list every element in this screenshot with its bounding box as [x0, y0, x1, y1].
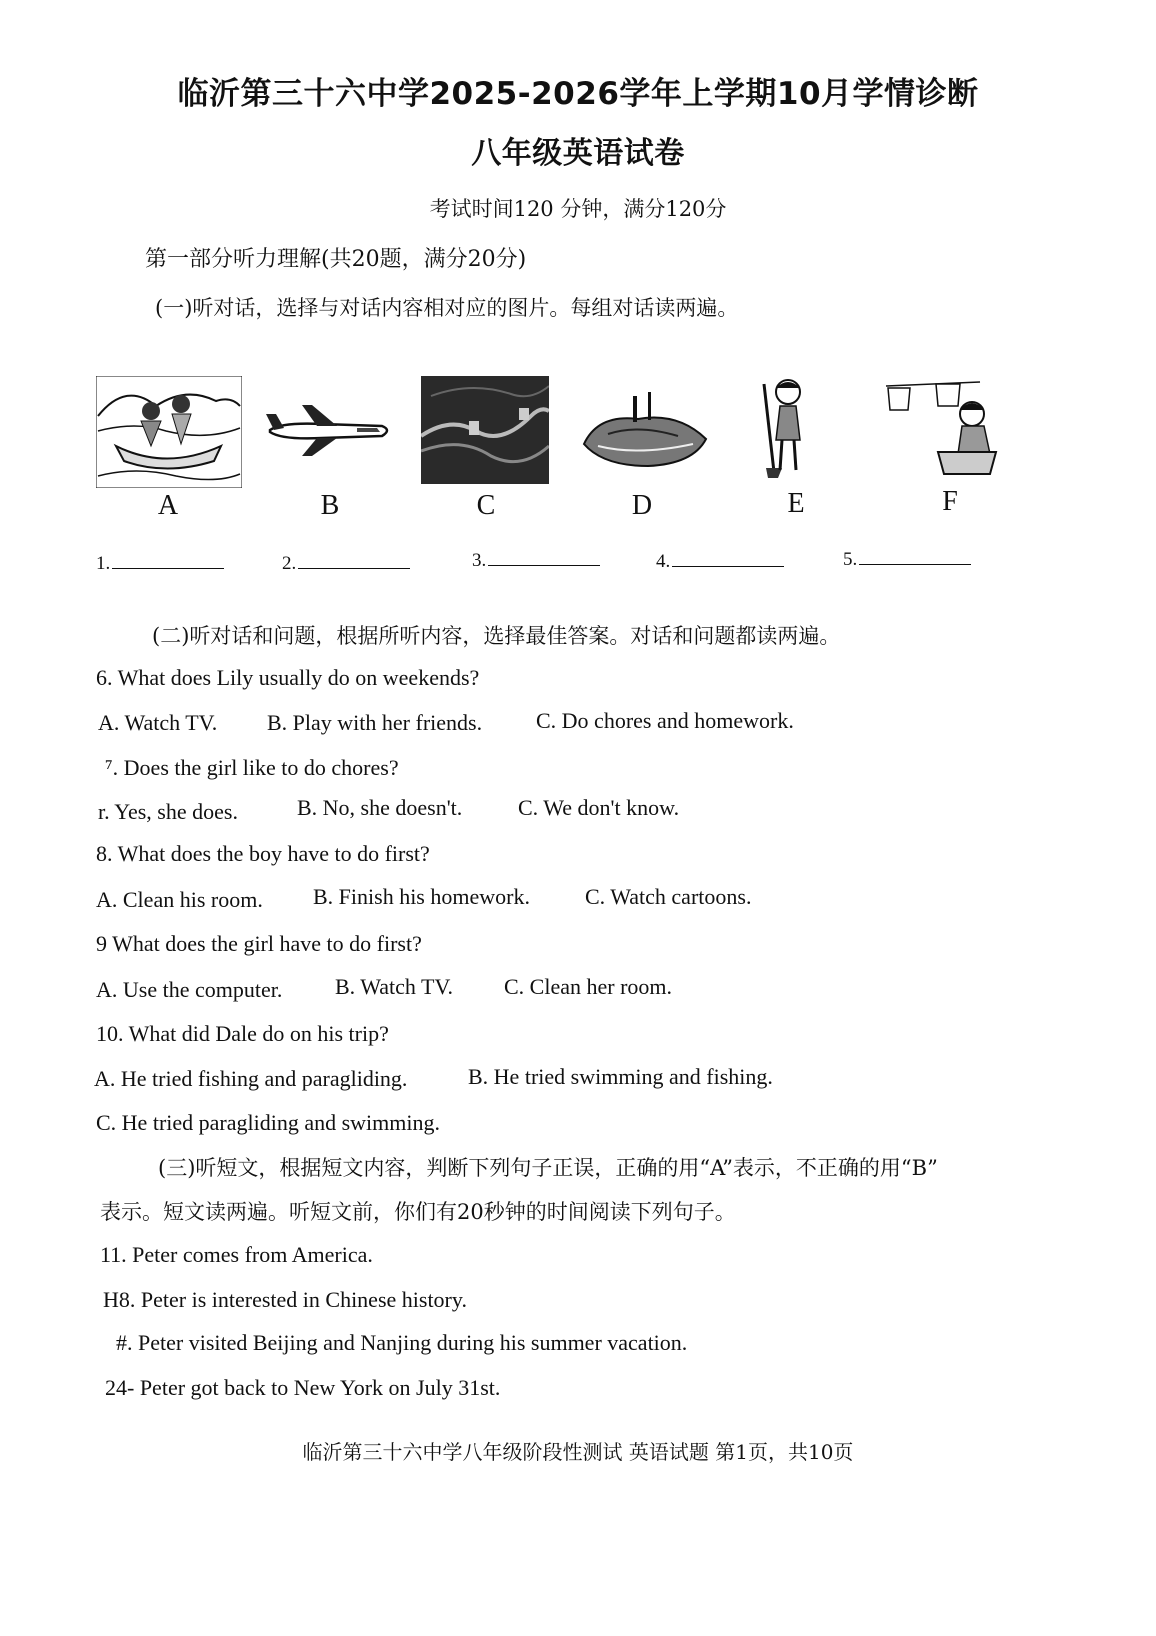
question-8: 8. What does the boy have to do first?: [96, 841, 430, 866]
statement-11: 11. Peter comes from America.: [100, 1242, 373, 1267]
statement-13: #. Peter visited Beijing and Nanjing during his summer vacation.: [116, 1330, 688, 1355]
question-6: 6. What does Lily usually do on weekends?: [96, 665, 480, 690]
answer-blank-1[interactable]: 1.: [96, 548, 224, 575]
q10-option-a[interactable]: A. He tried fishing and paragliding.: [94, 1066, 408, 1091]
section3-instruction-line2: 表示。短文读两遍。听短文前，你们有20秒钟的时间阅读下列句子。: [100, 1200, 736, 1224]
q8-option-a[interactable]: A. Clean his room.: [96, 887, 263, 912]
picture-label-d: D: [631, 490, 653, 521]
q8-option-b[interactable]: B. Finish his homework.: [313, 884, 530, 909]
picture-label-b: B: [320, 490, 340, 521]
q9-option-b[interactable]: B. Watch TV.: [335, 974, 454, 999]
sweeping-girl-icon: [752, 376, 818, 480]
answer-blank-2[interactable]: 2.: [282, 548, 410, 575]
q6-option-a[interactable]: A. Watch TV.: [98, 710, 218, 735]
question-7: ⁷. Does the girl like to do chores?: [105, 755, 399, 780]
picture-label-c: C: [476, 490, 496, 521]
part1-heading: 第一部分听力理解(共20题，满分20分): [145, 247, 527, 272]
section2-instruction: (二)听对话和问题，根据所听内容，选择最佳答案。对话和问题都读两遍。: [152, 624, 841, 648]
q6-option-b[interactable]: B. Play with her friends.: [267, 710, 483, 735]
q7-option-c[interactable]: C. We don't know.: [518, 795, 680, 820]
q7-option-a[interactable]: r. Yes, she does.: [98, 799, 238, 824]
boating-icon: [96, 376, 242, 488]
q8-option-c[interactable]: C. Watch cartoons.: [585, 884, 752, 909]
answer-blank-3[interactable]: 3.: [472, 545, 600, 572]
picture-label-e: E: [787, 488, 805, 519]
exam-info: 考试时间120 分钟，满分120分: [429, 197, 727, 221]
exam-subtitle: 八年级英语试卷: [471, 136, 685, 171]
q6-option-c[interactable]: C. Do chores and homework.: [536, 708, 794, 733]
washing-clothes-icon: [880, 376, 1010, 480]
picture-label-f: F: [942, 486, 958, 517]
answer-blank-5[interactable]: 5.: [843, 544, 971, 571]
statement-14: 24- Peter got back to New York on July 31st.: [105, 1375, 501, 1400]
airplane-icon: [262, 400, 394, 460]
great-wall-icon: [421, 376, 549, 484]
page-footer: 临沂第三十六中学八年级阶段性测试 英语试题 第1页，共10页: [302, 1440, 854, 1464]
q10-option-b[interactable]: B. He tried swimming and fishing.: [468, 1064, 773, 1089]
section3-instruction-line1: (三)听短文，根据短文内容，判断下列句子正误，正确的用“A”表示，不正确的用“B”: [158, 1156, 938, 1180]
island-icon: [578, 384, 712, 480]
q7-option-b[interactable]: B. No, she doesn't.: [297, 795, 463, 820]
picture-label-a: A: [157, 490, 179, 521]
exam-title: 临沂第三十六中学2025-2026学年上学期10月学情诊断: [177, 76, 979, 112]
section1-instruction: (一)听对话，选择与对话内容相对应的图片。每组对话读两遍。: [155, 296, 739, 320]
q9-option-c[interactable]: C. Clean her room.: [504, 974, 673, 999]
answer-blank-4[interactable]: 4.: [656, 546, 784, 573]
statement-12: H8. Peter is interested in Chinese history.: [103, 1287, 467, 1312]
question-9: 9 What does the girl have to do first?: [96, 931, 422, 956]
q10-option-c[interactable]: C. He tried paragliding and swimming.: [96, 1110, 440, 1135]
q9-option-a[interactable]: A. Use the computer.: [96, 977, 283, 1002]
question-10: 10. What did Dale do on his trip?: [96, 1021, 389, 1046]
